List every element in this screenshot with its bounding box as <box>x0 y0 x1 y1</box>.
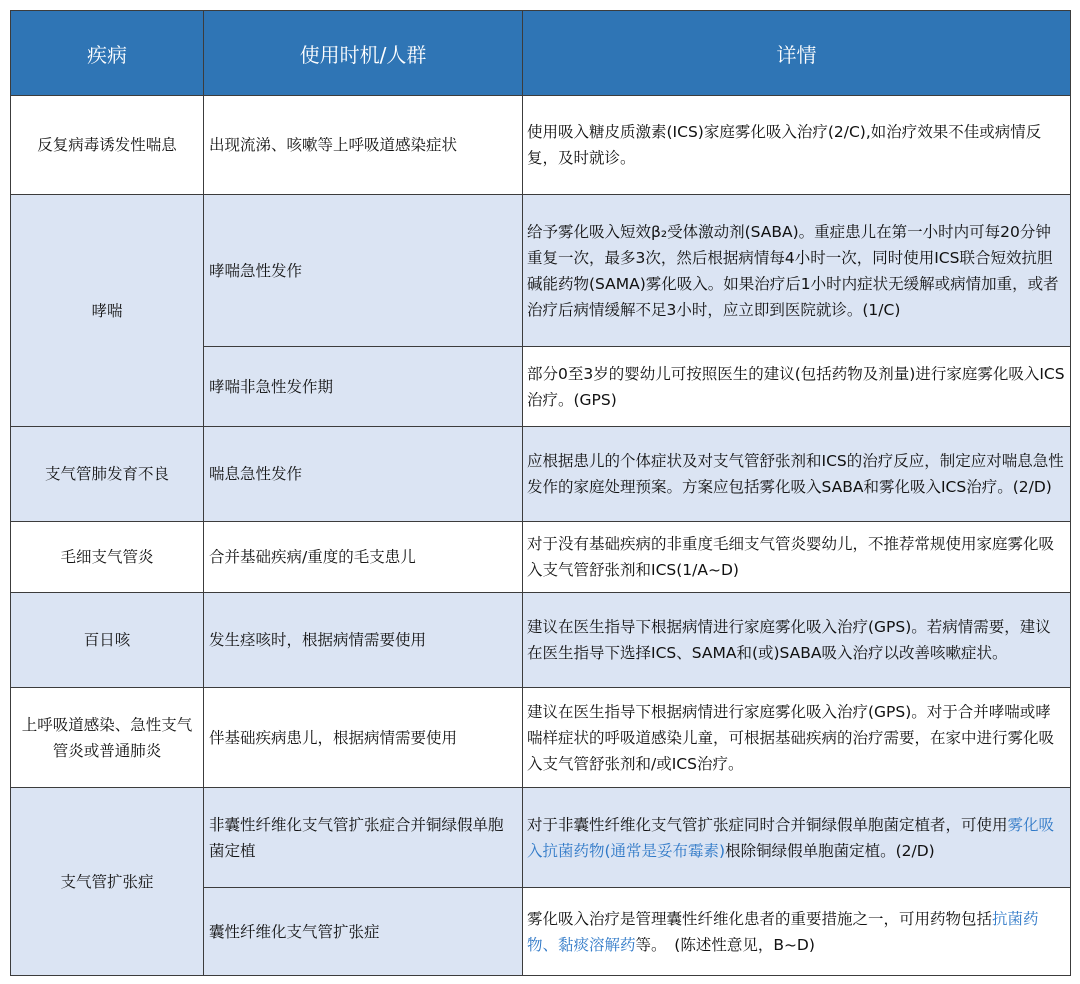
details-cell <box>523 888 1071 976</box>
table-row <box>11 593 1071 688</box>
disease-cell: 哮喘 <box>11 195 204 427</box>
details-text: 等。 (陈述性意见，B~D) <box>635 935 815 954</box>
disease-cell: 支气管扩张症 <box>11 788 204 976</box>
disease-cell: 支气管肺发育不良 <box>11 427 204 522</box>
timing-cell: 囊性纤维化支气管扩张症 <box>204 888 523 976</box>
timing-cell: 伴基础疾病患儿，根据病情需要使用 <box>204 688 523 788</box>
disease-cell: 反复病毒诱发性喘息 <box>11 96 204 195</box>
table-row <box>11 96 1071 195</box>
details-cell: 建议在医生指导下根据病情进行家庭雾化吸入治疗(GPS)。若病情需要，建议在医生指导下选择ICS、SAMA和(或)SABA吸入治疗以改善咳嗽症状。 <box>523 593 1071 688</box>
table-row <box>11 195 1071 347</box>
header-timing: 使用时机/人群 <box>204 11 523 96</box>
table-row <box>11 688 1071 788</box>
timing-cell: 发生痉咳时，根据病情需要使用 <box>204 593 523 688</box>
table-container <box>10 10 1071 976</box>
table-row <box>11 522 1071 593</box>
timing-cell: 哮喘非急性发作期 <box>204 347 523 427</box>
header-row <box>11 11 1071 96</box>
drug-highlight: 抗菌药物、黏痰溶解药 <box>527 909 1039 954</box>
header-details: 详情 <box>523 11 1071 96</box>
timing-cell: 出现流涕、咳嗽等上呼吸道感染症状 <box>204 96 523 195</box>
timing-cell: 合并基础疾病/重度的毛支患儿 <box>204 522 523 593</box>
disease-cell: 上呼吸道感染、急性支气管炎或普通肺炎 <box>11 688 204 788</box>
timing-cell: 喘息急性发作 <box>204 427 523 522</box>
details-text: 根除铜绿假单胞菌定植。(2/D) <box>725 841 935 860</box>
details-cell <box>523 788 1071 888</box>
details-cell: 对于没有基础疾病的非重度毛细支气管炎婴幼儿，不推荐常规使用家庭雾化吸入支气管舒张剂和ICS(1/A~D) <box>523 522 1071 593</box>
details-text: 雾化吸入治疗是管理囊性纤维化患者的重要措施之一，可用药物包括 <box>527 909 993 928</box>
drug-highlight: 雾化吸入抗菌药物(通常是妥布霉素) <box>527 815 1055 860</box>
nebulization-table <box>10 10 1071 976</box>
details-text: 对于非囊性纤维化支气管扩张症同时合并铜绿假单胞菌定植者，可使用 <box>527 815 1008 834</box>
table-row <box>11 427 1071 522</box>
details-cell: 使用吸入糖皮质激素(ICS)家庭雾化吸入治疗(2/C),如治疗效果不佳或病情反复，及时就诊。 <box>523 96 1071 195</box>
timing-cell: 哮喘急性发作 <box>204 195 523 347</box>
details-cell: 给予雾化吸入短效β₂受体激动剂(SABA)。重症患儿在第一小时内可每20分钟重复一次，最多3次，然后根据病情每4小时一次，同时使用ICS联合短效抗胆碱能药物(SAMA)雾化吸入。如果治疗后1小时内症状无缓解或病情加重，或者治疗后病情缓解不足3小时，应立即到医院就诊。(1/C) <box>523 195 1071 347</box>
details-cell: 建议在医生指导下根据病情进行家庭雾化吸入治疗(GPS)。对于合并哮喘或哮喘样症状的呼吸道感染儿童，可根据基础疾病的治疗需要，在家中进行雾化吸入支气管舒张剂和/或ICS治疗。 <box>523 688 1071 788</box>
details-cell: 应根据患儿的个体症状及对支气管舒张剂和ICS的治疗反应，制定应对喘息急性发作的家庭处理预案。方案应包括雾化吸入SABA和雾化吸入ICS治疗。(2/D) <box>523 427 1071 522</box>
details-cell: 部分0至3岁的婴幼儿可按照医生的建议(包括药物及剂量)进行家庭雾化吸入ICS治疗。(GPS) <box>523 347 1071 427</box>
disease-cell: 毛细支气管炎 <box>11 522 204 593</box>
header-disease: 疾病 <box>11 11 204 96</box>
disease-cell: 百日咳 <box>11 593 204 688</box>
table-row <box>11 788 1071 888</box>
timing-cell: 非囊性纤维化支气管扩张症合并铜绿假单胞菌定植 <box>204 788 523 888</box>
